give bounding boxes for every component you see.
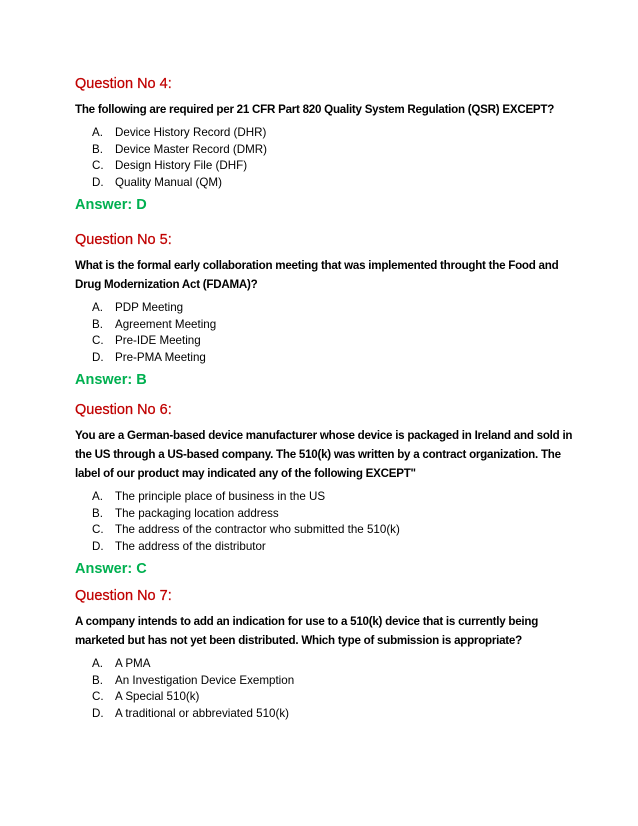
option-a: A. PDP Meeting — [92, 301, 184, 314]
option-list — [75, 300, 575, 366]
question-heading: Question No 7: — [75, 588, 172, 604]
question-heading: Question No 6: — [75, 402, 172, 418]
option-d: D. A traditional or abbreviated 510(k) — [92, 706, 290, 720]
answer: Answer: D — [75, 197, 147, 214]
option-c: C. Pre-IDE Meeting — [92, 334, 201, 348]
answer: Answer: B — [75, 372, 147, 389]
option-list — [75, 489, 575, 555]
option-c: C. Design History File (DHF) — [92, 159, 248, 173]
option-d: D. Quality Manual (QM) — [92, 175, 222, 189]
question-text-line-1: You are a German-based device manufacturer whose device is packaged in Ireland and sold in — [75, 429, 573, 442]
option-b: B. An Investigation Device Exemption — [92, 673, 295, 687]
option-list — [75, 125, 575, 191]
option-list — [75, 656, 575, 722]
option-d: D. The address of the distributor — [92, 539, 266, 553]
option-a: A. A PMA — [92, 657, 151, 670]
question-heading: Question No 5: — [75, 232, 172, 248]
option-a: A. The principle place of business in the US — [92, 490, 326, 503]
question-heading: Question No 4: — [75, 76, 172, 92]
option-b: B. Device Master Record (DMR) — [92, 142, 268, 156]
question-4 — [75, 75, 575, 214]
question-text-line-1: A company intends to add an indication for use to a 510(k) device that is currently being — [75, 615, 539, 628]
question-7 — [75, 587, 575, 722]
option-a: A. Device History Record (DHR) — [92, 126, 267, 139]
option-d: D. Pre-PMA Meeting — [92, 350, 206, 364]
option-b: B. The packaging location address — [92, 506, 279, 520]
question-5 — [75, 231, 575, 389]
option-b: B. Agreement Meeting — [92, 317, 217, 331]
question-text-line-2: marketed but has not yet been distributed. Which type of submission is appropriate? — [75, 634, 522, 647]
option-c: C. The address of the contractor who submitted the 510(k) — [92, 523, 400, 537]
question-6 — [75, 401, 575, 578]
question-text-line-3: label of our product may indicated any of the following EXCEPT" — [75, 467, 416, 480]
answer: Answer: C — [75, 561, 147, 578]
question-text-line-2: Drug Modernization Act (FDAMA)? — [75, 278, 258, 291]
option-c: C. A Special 510(k) — [92, 690, 200, 704]
question-text-line-1: What is the formal early collaboration meeting that was implemented throught the Food and — [75, 259, 559, 272]
question-text-line-2: the US through a US-based company. The 510(k) was written by a contract organization. The — [75, 448, 561, 461]
question-text: The following are required per 21 CFR Part 820 Quality System Regulation (QSR) EXCEPT? — [75, 103, 555, 116]
